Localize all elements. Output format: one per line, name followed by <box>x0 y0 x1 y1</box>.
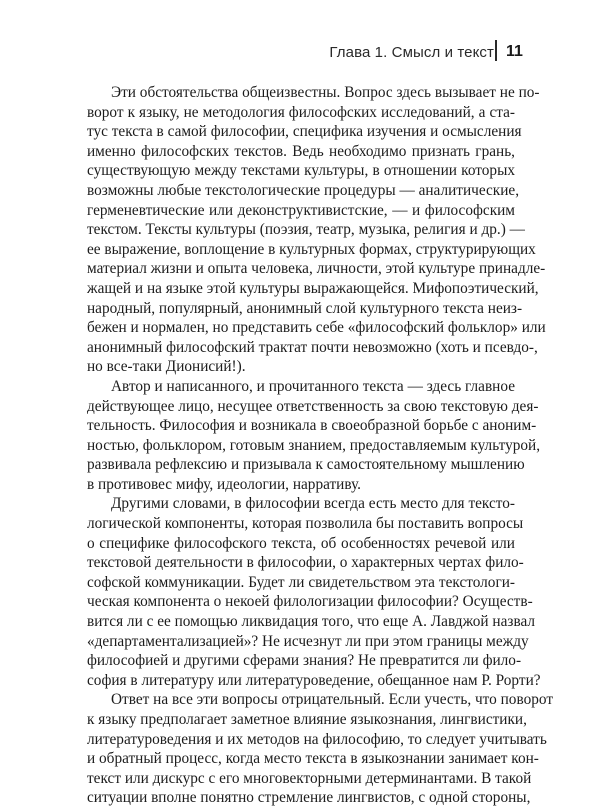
text-line: но все-таки Дионисий!). <box>87 358 246 376</box>
text-line: софия в литературу или литературоведение, обещанное нам Р. Рорти? <box>87 671 541 689</box>
text-line: тус текста в самой философии, специфика изучения и осмысления <box>87 123 522 141</box>
header-divider <box>495 40 497 61</box>
text-line: народный, популярный, анонимный слой культурного текста неиз- <box>87 299 523 317</box>
text-line: Автор и написанного, и прочитанного текста — здесь главное <box>111 377 515 395</box>
text-line: Эти обстоятельства общеизвестны. Вопрос здесь вызывает не по- <box>111 84 540 101</box>
text-line: к языку предполагает заметное влияние языкознания, лингвистики, <box>87 711 527 728</box>
text-line: ситуации вполне понятно стремление лингвистов, с одной стороны, <box>87 789 531 807</box>
text-line: в противовес мифу, идеологии, нарративу. <box>87 475 362 493</box>
text-line: именно философских текстов. Ведь необходимо признать грань, <box>87 142 515 160</box>
paragraph <box>87 690 554 808</box>
text-line: тельность. Философия и возникала в своеобразной борьбе с аноним- <box>87 417 537 435</box>
text-line: возможны любые текстологические процедуры — аналитические, <box>87 181 520 199</box>
text-line: текстом. Тексты культуры (поэзия, театр, музыка, религия и др.) — <box>87 221 525 239</box>
text-line: текст или дискурс с его многовекторными детерминантами. В такой <box>87 769 532 787</box>
text-line: вится ли с ее помощью ликвидация того, что еще А. Лавджой назвал <box>87 613 536 631</box>
body-text <box>87 83 554 808</box>
text-line: ее выражение, воплощение в культурных формах, структурирующих <box>87 240 536 258</box>
text-line: ворот к языку, не методология философских исследований, а ста- <box>87 103 515 121</box>
text-line: Ответ на все эти вопросы отрицательный. Если учесть, что поворот <box>111 691 554 709</box>
text-line: о специфике философского текста, об особенностях речевой или <box>87 534 515 552</box>
text-line: текстовой деятельности в философии, о характерных чертах фило- <box>87 554 524 572</box>
text-line: жащей и на языке этой культуры выражающейся. Мифопоэтический, <box>87 279 539 297</box>
page-number: 11 <box>506 43 523 60</box>
paragraph <box>87 494 541 690</box>
text-line: ческая компонента о некоей филологизации философии? Осуществ- <box>87 593 533 611</box>
text-line: логической компоненты, которая позволила бы поставить вопросы <box>87 515 524 533</box>
text-line: бежен и нормален, но представить себе «философский фольклор» или <box>87 319 546 337</box>
text-line: герменевтические или деконструктивистские, — и философским <box>87 201 515 219</box>
paragraph <box>87 83 546 377</box>
text-line: анонимный философский трактат почти невозможно (хоть и псевдо-, <box>87 338 538 356</box>
text-line: литературоведения и их методов на философию, то следует учитывать <box>87 730 547 748</box>
text-line: ностью, фольклором, готовым знанием, предоставляемым культурой, <box>87 436 541 454</box>
text-line: философией и другими сферами знания? Не превратится ли фило- <box>87 652 522 670</box>
text-line: и обратный процесс, когда место текста в языкознании занимает кон- <box>87 750 539 768</box>
text-line: Другими словами, в философии всегда есть место для тексто- <box>111 495 515 513</box>
running-header: Глава 1. Смысл и текст <box>329 44 494 61</box>
text-line: существующую между текстами культуры, в отношении которых <box>87 162 515 180</box>
text-line: материал жизни и опыта человека, личности, этой культуре принадле- <box>87 260 546 278</box>
paragraph <box>87 377 541 495</box>
text-line: софской коммуникации. Будет ли свидетельством эта текстологи- <box>87 573 515 591</box>
text-line: развивала рефлексию и призывала к самостоятельному мышлению <box>87 456 525 474</box>
text-line: «департаментализацией»? Не исчезнут ли при этом границы между <box>87 632 529 650</box>
text-line: действующее лицо, несущее ответственность за свою текстовую дея- <box>87 397 539 415</box>
